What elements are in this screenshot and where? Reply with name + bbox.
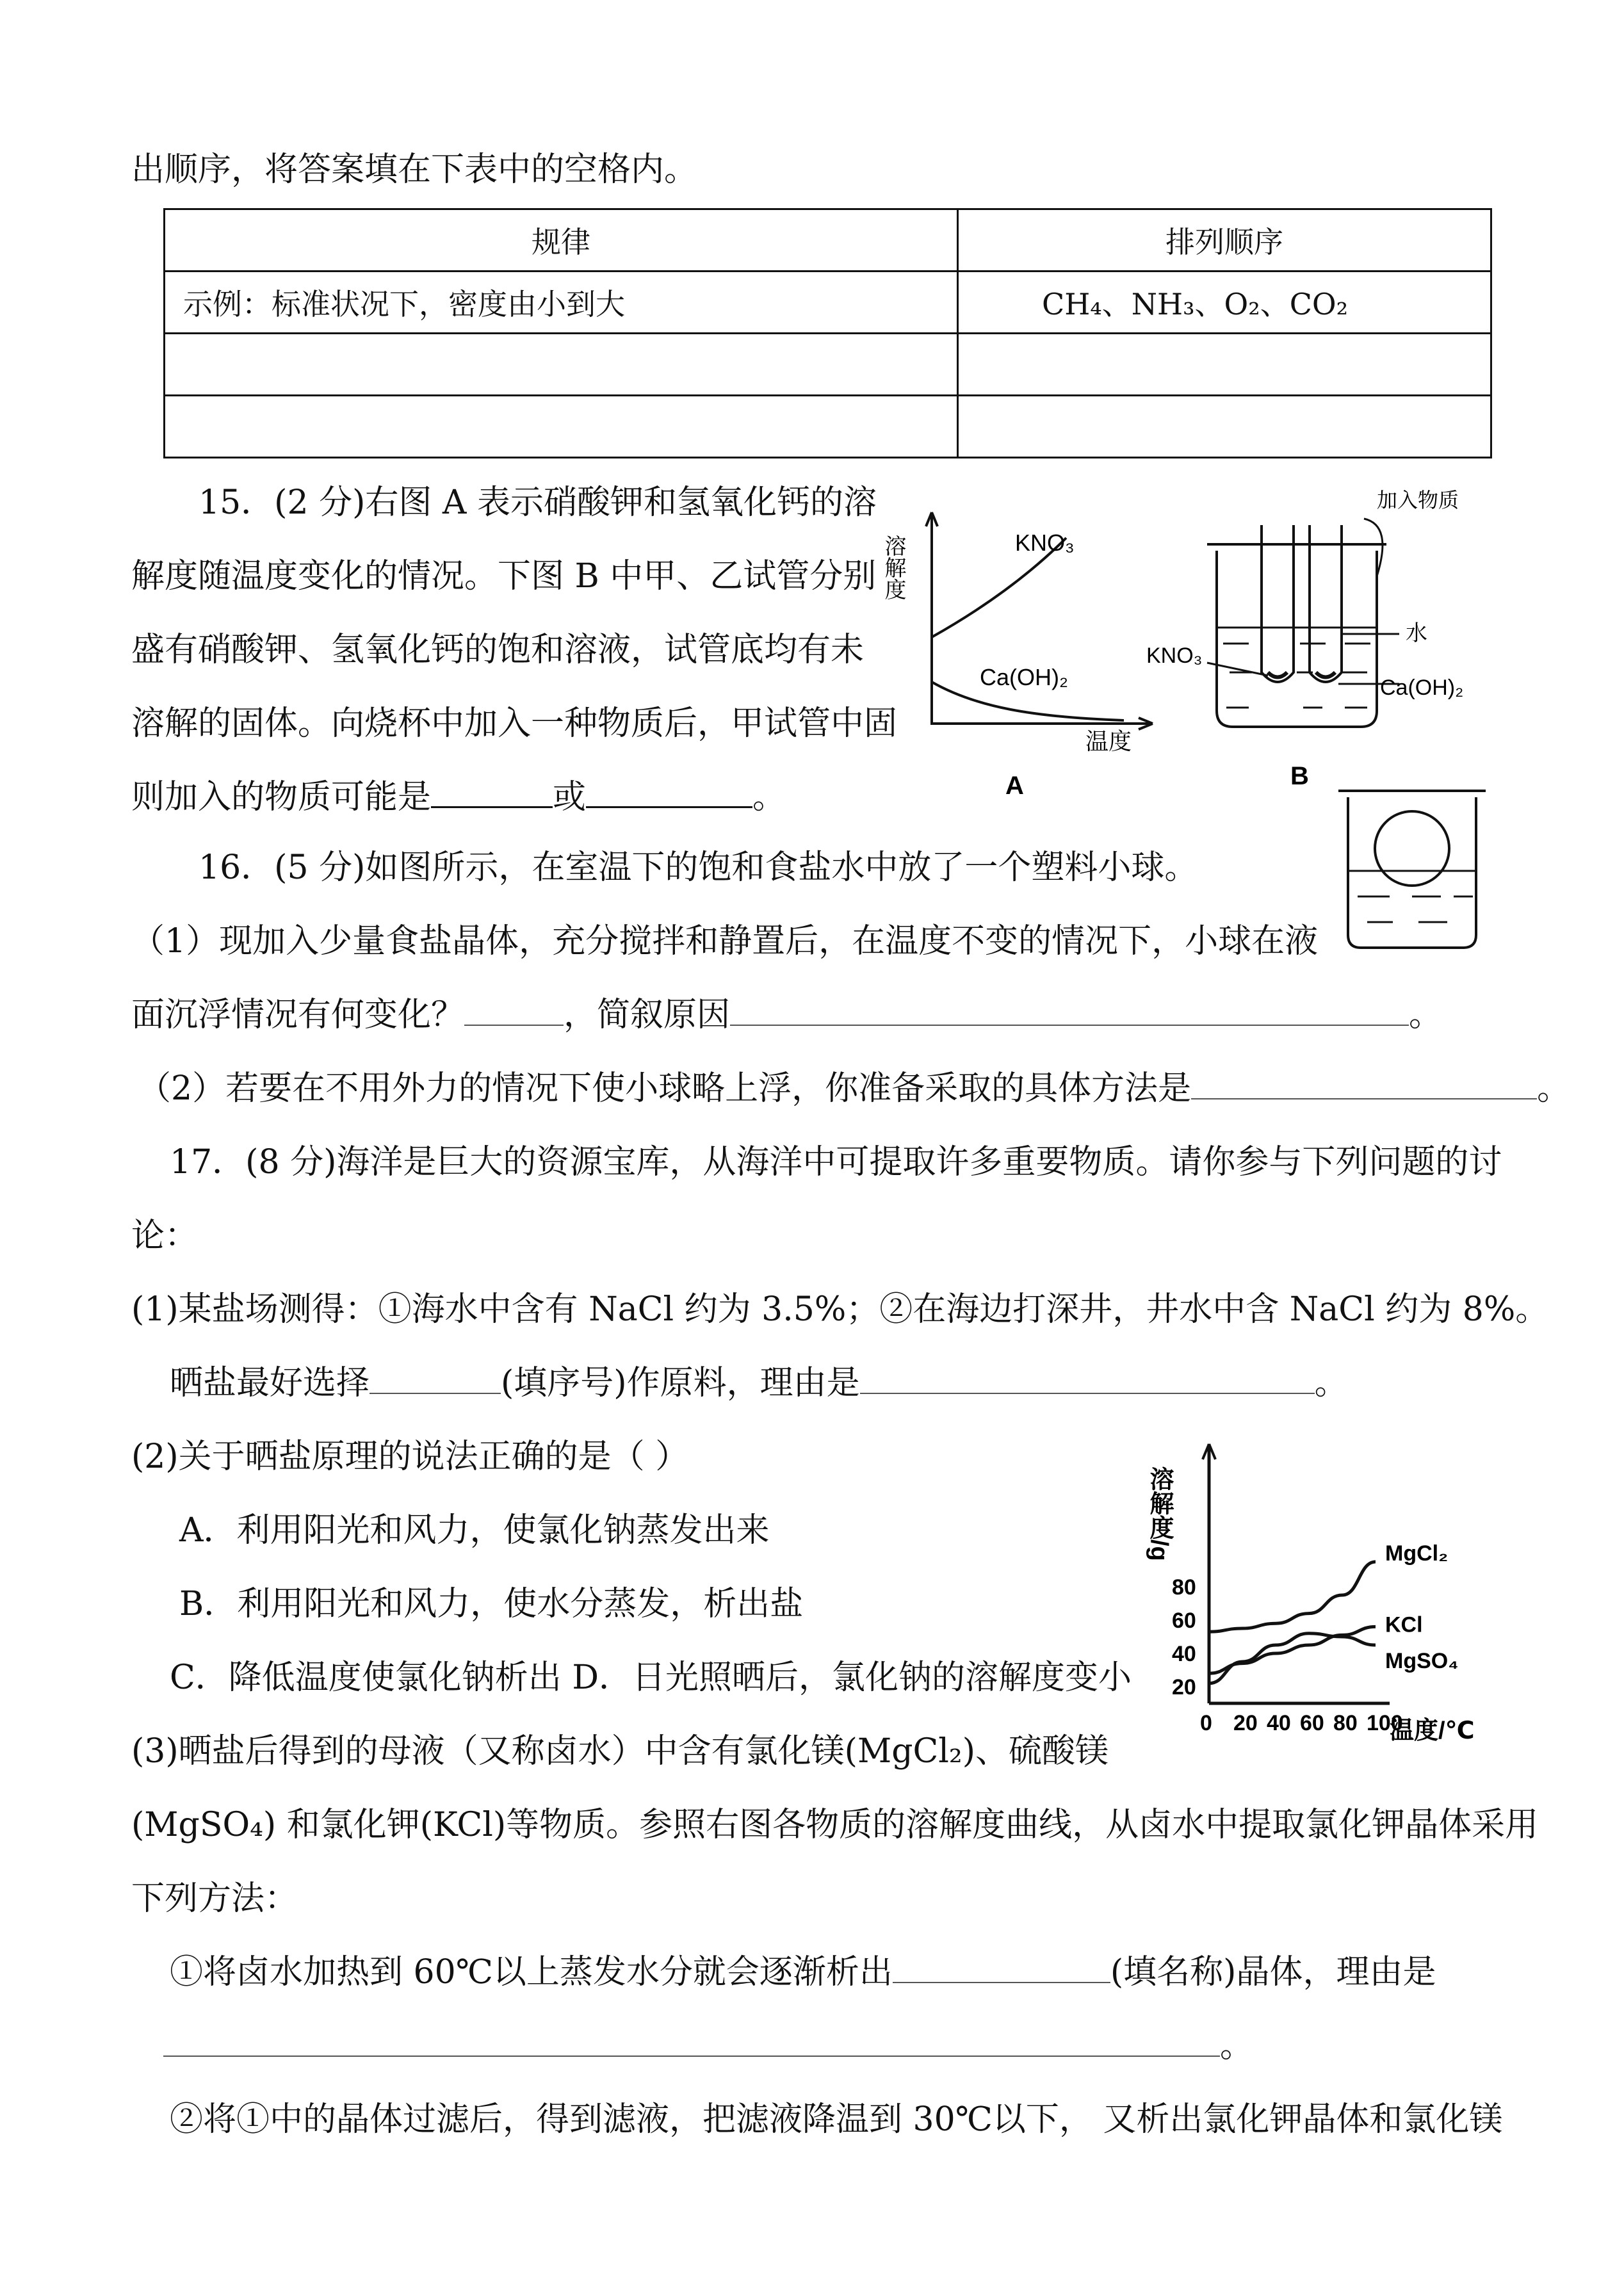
table-blank-cell[interactable] <box>165 334 958 396</box>
q17-option-cd: C．降低温度使氯化钠析出 D．日光照晒后，氯化钠的溶解度变小 <box>170 1658 1132 1697</box>
q15-line-3: 盛有硝酸钾、氢氧化钙的饱和溶液，试管底均有未 <box>131 631 865 669</box>
figure-a-solubility <box>881 499 1162 807</box>
chart-series-label: MgSO₄ <box>1385 1649 1459 1673</box>
q15-prompt: 则加入的物质可能是 <box>131 778 432 816</box>
table-example-order: CH₄、NH₃、O₂、CO₂ <box>958 272 1491 334</box>
figa-kno3-label: KNO₃ <box>1015 530 1075 556</box>
chart-x-tick-label: 80 <box>1333 1711 1358 1735</box>
q17-answer-blank-4[interactable] <box>163 2027 1220 2057</box>
q17-answer-blank-3[interactable] <box>893 1954 1110 1983</box>
chart-x-tick-label: 40 <box>1267 1711 1291 1735</box>
q17-part-1: (1)某盐场测得：①海水中含有 NaCl 约为 3.5%；②在海边打深井，井水中含 NaCl 约为 8%。 <box>131 1290 1549 1329</box>
chart-series-line-2 <box>1209 1634 1376 1683</box>
q17-step-1-reason-line <box>163 2027 1253 2065</box>
q15-answer-blank-1[interactable] <box>431 778 553 808</box>
q17-step1-reason: (填名称)晶体，理由是 <box>1110 1953 1436 1991</box>
q17-step1-prompt: ①将卤水加热到 60℃以上蒸发水分就会逐渐析出 <box>170 1953 893 1991</box>
q15-end: 。 <box>752 778 786 816</box>
intro-line: 出顺序，将答案填在下表中的空格内。 <box>131 150 698 189</box>
q17-option-b: B．利用阳光和风力，使水分蒸发，析出盐 <box>179 1585 804 1623</box>
figb-water-label: 水 <box>1406 621 1427 645</box>
chart-x-tick-label: 20 <box>1233 1711 1258 1735</box>
q15-line-2: 解度随温度变化的情况。下图 B 中甲、乙试管分别 <box>131 557 877 596</box>
q17-step-1 <box>170 1953 1436 1991</box>
chart-y-tick-label: 60 <box>1172 1609 1196 1633</box>
chart-x-tick-label: 60 <box>1300 1711 1324 1735</box>
figure-b-beaker <box>1146 480 1505 807</box>
q17-answer-blank-2[interactable] <box>860 1365 1315 1394</box>
q15-line-4: 溶解的固体。向烧杯中加入一种物质后，甲试管中固 <box>131 704 898 743</box>
q17-option-a: A．利用阳光和风力，使氯化钠蒸发出来 <box>179 1511 770 1550</box>
q17-part-2: (2)关于晒盐原理的说法正确的是（ ） <box>131 1438 689 1476</box>
q17-part-3b: (MgSO₄) 和氯化钾(KCl)等物质。参照右图各物质的溶解度曲线，从卤水中提取氯化钾晶体采用 <box>131 1806 1539 1844</box>
table-header-rule: 规律 <box>165 209 958 272</box>
answer-table <box>163 208 1492 458</box>
table-blank-cell[interactable] <box>958 334 1491 396</box>
figa-ylabel: 溶解度 <box>881 535 905 600</box>
q17-line-2: 论： <box>131 1217 199 1255</box>
figure-q16-ball-beaker <box>1329 784 1502 957</box>
q17-answer-blank-1[interactable] <box>369 1365 501 1394</box>
q15-line-1: 15．(2 分)右图 A 表示硝酸钾和氢氧化钙的溶 <box>199 483 877 522</box>
table-blank-cell[interactable] <box>958 396 1491 458</box>
q16-answer-blank-3[interactable] <box>1191 1070 1537 1099</box>
figb-add-label: 加入物质 <box>1377 489 1459 512</box>
chart-xlabel: 温度/℃ <box>1390 1717 1475 1744</box>
q17-line-1: 17．(8 分)海洋是巨大的资源宝库，从海洋中可提取许多重要物质。请你参与下列问题的讨 <box>170 1143 1502 1181</box>
figa-caoh-label: Ca(OH)₂ <box>980 664 1068 690</box>
q16-answer-blank-1[interactable] <box>464 996 564 1026</box>
chart-x-tick-label: 100 <box>1367 1711 1403 1735</box>
q17-step-2: ②将①中的晶体过滤后，得到滤液，把滤液降温到 30℃以下， 又析出氯化钾晶体和氯化镁 <box>170 2100 1503 2139</box>
q16-line-2: （1）现加入少量食盐晶体，充分搅拌和静置后，在温度不变的情况下，小球在液 <box>131 922 1319 961</box>
chart-series-line-0 <box>1209 1562 1376 1632</box>
q16-answer-blank-2[interactable] <box>730 996 1409 1026</box>
q17-part-1b <box>170 1364 1348 1402</box>
q16-end: 。 <box>1409 996 1443 1034</box>
figb-caption: B <box>1290 762 1309 790</box>
figb-kno3-label: KNO₃ <box>1146 644 1203 668</box>
q17-reason-prompt: (填序号)作原料，理由是 <box>501 1364 860 1402</box>
q16-reason-prompt: ，简叙原因 <box>564 996 731 1034</box>
chart-series-label: MgCl₂ <box>1385 1541 1449 1566</box>
chart-x-tick-label: 0 <box>1200 1711 1212 1735</box>
q16-method-prompt: （2）若要在不用外力的情况下使小球略上浮，你准备采取的具体方法是 <box>138 1069 1192 1108</box>
chart-y-tick-label: 80 <box>1172 1575 1196 1600</box>
q17-part-3c: 下列方法： <box>131 1879 298 1918</box>
q15-or: 或 <box>553 778 587 816</box>
q15-line-5 <box>131 778 786 816</box>
q16-line-1: 16．(5 分)如图所示，在室温下的饱和食盐水中放了一个塑料小球。 <box>199 848 1198 887</box>
chart-series-label: KCl <box>1385 1612 1423 1637</box>
table-example-rule: 示例：标准状况下，密度由小到大 <box>165 272 958 334</box>
figa-caption: A <box>1005 772 1024 800</box>
table-header-order: 排列顺序 <box>958 209 1491 272</box>
q17-part-3: (3)晒盐后得到的母液（又称卤水）中含有氯化镁(MgCl₂)、硫酸镁 <box>131 1732 1109 1771</box>
q16-question: 面沉浮情况有何变化？ <box>131 996 465 1034</box>
q16-line-3 <box>131 996 1442 1034</box>
q16-end-2: 。 <box>1537 1069 1571 1108</box>
q17-end-1: 。 <box>1314 1364 1348 1402</box>
q16-line-4 <box>138 1069 1570 1108</box>
solubility-curve-chart <box>1146 1434 1505 1767</box>
q17-end-2: 。 <box>1220 2027 1254 2065</box>
table-blank-cell[interactable] <box>165 396 958 458</box>
q15-answer-blank-2[interactable] <box>586 778 752 808</box>
chart-series-line-1 <box>1209 1626 1376 1673</box>
plastic-ball <box>1375 811 1449 886</box>
figb-caoh-label: Ca(OH)₂ <box>1380 676 1464 700</box>
chart-y-tick-label: 20 <box>1172 1675 1196 1699</box>
q17-choose-prompt: 晒盐最好选择 <box>170 1364 370 1402</box>
chart-y-tick-label: 40 <box>1172 1642 1196 1666</box>
chart-ylabel: 溶解度/g <box>1146 1466 1173 1561</box>
figa-xlabel: 温度 <box>1085 728 1132 754</box>
